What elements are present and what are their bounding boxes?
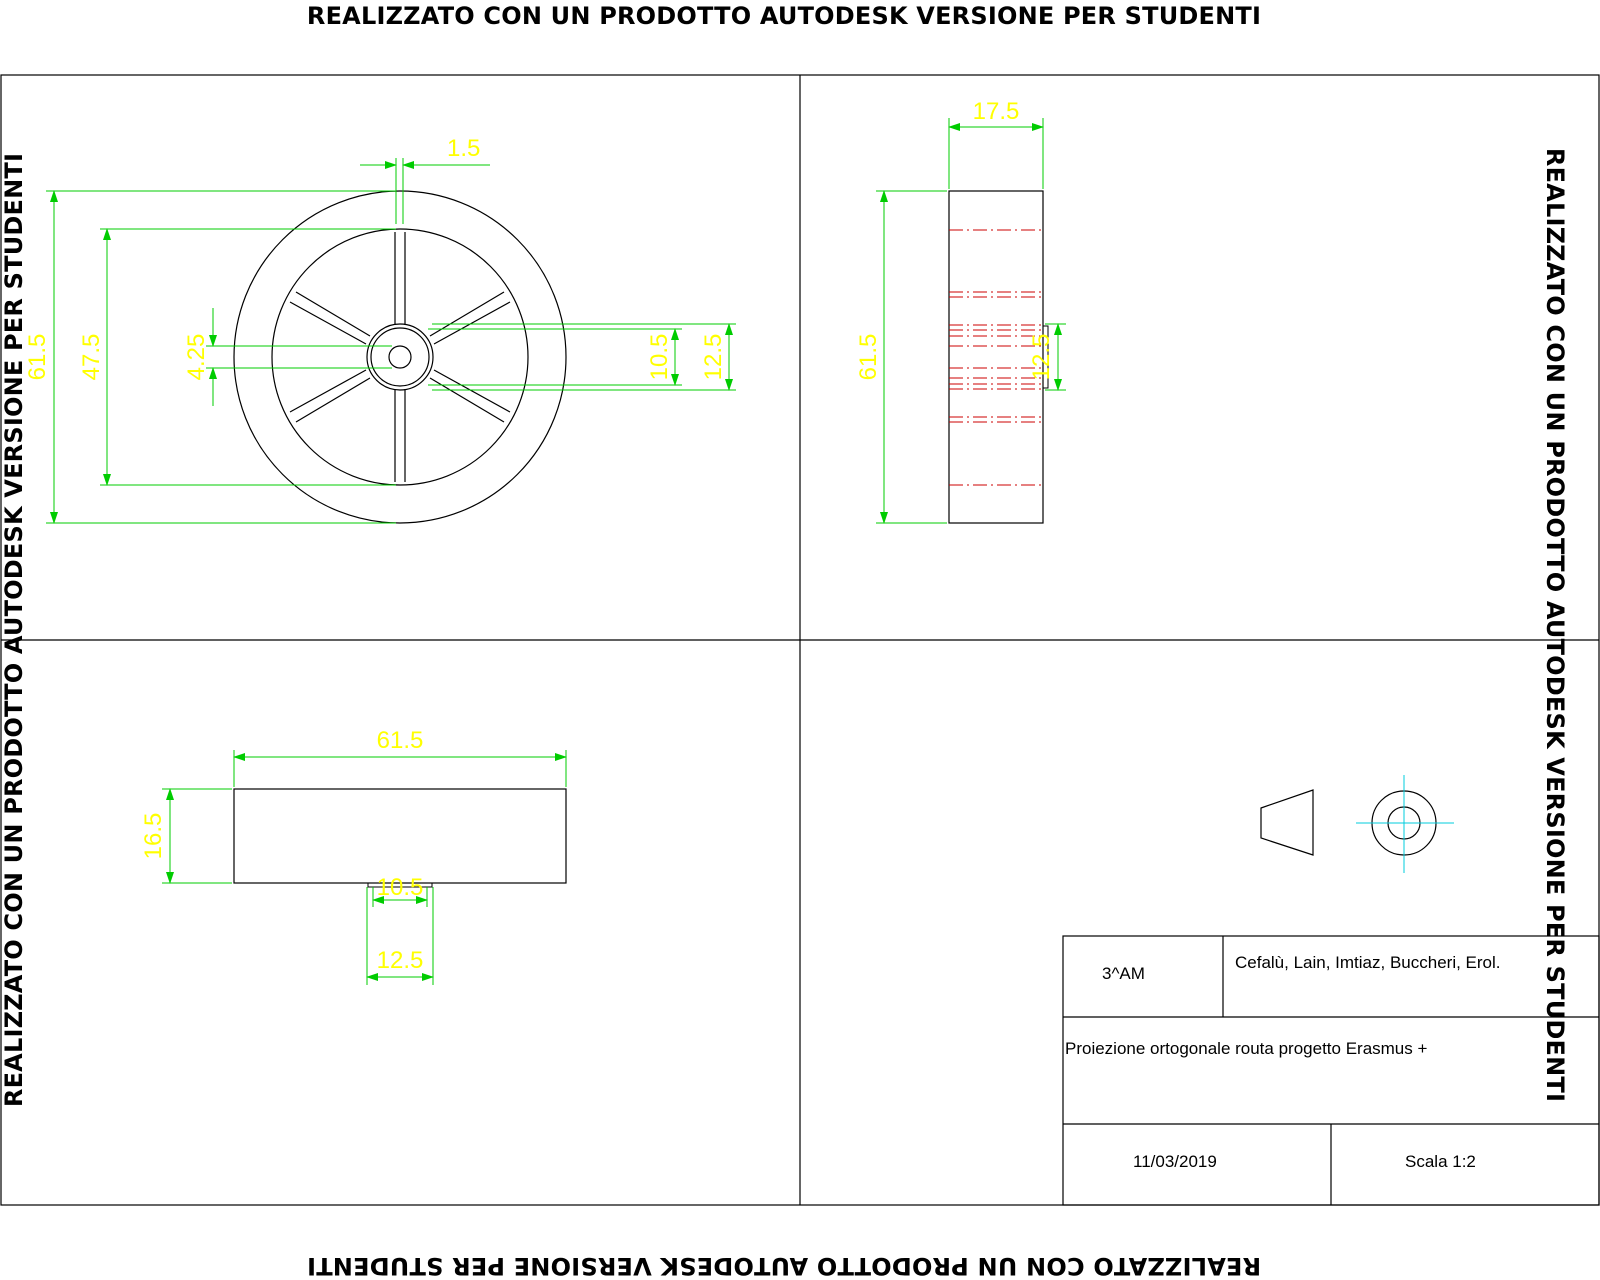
watermark-right: REALIZZATO CON UN PRODOTTO AUTODESK VERSIONE PER STUDENTI: [1541, 147, 1569, 1103]
scale-label: Scala 1:2: [1405, 1152, 1476, 1171]
dim-height: 61.5: [855, 333, 882, 381]
front-view: [24, 135, 736, 523]
watermark-top: REALIZZATO CON UN PRODOTTO AUTODESK VERSIONE PER STUDENTI: [306, 2, 1262, 30]
top-view: [140, 727, 566, 985]
class-label: 3^AM: [1102, 964, 1145, 983]
dim-rim-thickness: 1.5: [447, 135, 481, 162]
dim-inner-diameter: 47.5: [78, 333, 105, 381]
dim-length: 61.5: [376, 727, 424, 754]
dim-hub-inner-top: 10.5: [376, 874, 424, 901]
dim-bore: 4.25: [183, 333, 210, 381]
dim-hub-outer-top: 12.5: [376, 947, 424, 974]
dim-hub: 12.5: [1028, 333, 1055, 381]
dim-width: 17.5: [972, 98, 1020, 125]
first-angle-projection-icon: [1261, 775, 1454, 873]
dim-hub-inner: 10.5: [646, 333, 673, 381]
authors-label: Cefalù, Lain, Imtiaz, Buccheri, Erol.: [1235, 953, 1501, 972]
dim-outer-diameter: 61.5: [24, 333, 51, 381]
date-label: 11/03/2019: [1133, 1152, 1217, 1171]
dim-thickness: 16.5: [140, 812, 167, 860]
dim-hub-outer: 12.5: [700, 333, 727, 381]
sheet-frame: [1, 75, 1599, 1205]
side-view: [855, 98, 1066, 523]
watermark-bottom: REALIZZATO CON UN PRODOTTO AUTODESK VERSIONE PER STUDENTI: [306, 1252, 1262, 1280]
drawing-title: Proiezione ortogonale routa progetto Erasmus +: [1065, 1039, 1428, 1058]
watermark-left: REALIZZATO CON UN PRODOTTO AUTODESK VERSIONE PER STUDENTI: [0, 152, 28, 1108]
